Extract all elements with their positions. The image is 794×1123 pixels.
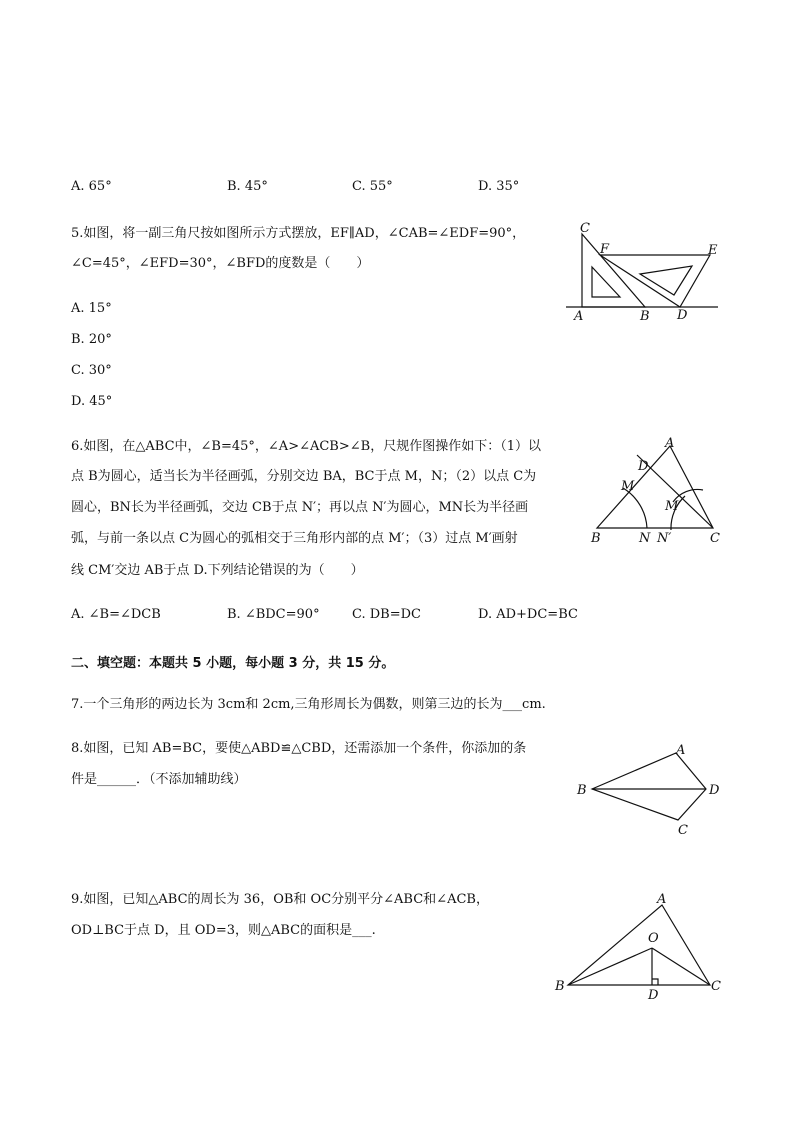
q9-triangle-abc [568, 905, 710, 985]
q8-label-c: C [678, 823, 688, 838]
q5-option-c: C. 30° [71, 363, 112, 378]
q6-stem-line-4: 弧，与前一条以点 C为圆心的弧相交于三角形内部的点 M′；（3）过点 M′画射 [71, 531, 518, 546]
q8-label-a: A [676, 743, 686, 758]
q6-label-n: N [639, 531, 651, 546]
q9-figure [552, 888, 732, 1008]
q5-label-a: A [574, 309, 584, 324]
q5-set-square-30-inner [640, 266, 692, 295]
q9-label-d: D [648, 988, 659, 1003]
q6-label-d: D [638, 459, 649, 474]
q6-label-n-prime: N′ [657, 531, 672, 546]
q6-label-m: M [621, 479, 635, 494]
q5-stem-line-1: 5.如图，将一副三角尺按如图所示方式摆放，EF∥AD，∠CAB=∠EDF=90°， [71, 226, 526, 241]
q9-label-b: B [555, 979, 565, 994]
q5-option-b: B. 20° [71, 332, 112, 347]
section-2-title: 二、填空题：本题共 5 小题，每小题 3 分，共 15 分。 [71, 656, 395, 671]
q6-label-c: C [710, 531, 720, 546]
q5-stem-line-2: ∠C=45°，∠EFD=30°，∠BFD的度数是（ ） [71, 256, 370, 271]
q5-label-b: B [640, 309, 650, 324]
q9-label-c: C [711, 979, 721, 994]
q8-stem-line-1: 8.如图，已知 AB=BC，要使△ABD≌△CBD，还需添加一个条件，你添加的条 [71, 741, 527, 756]
q5-label-d: D [677, 308, 688, 323]
q6-triangle-abc [597, 446, 713, 528]
q9-label-a: A [657, 892, 667, 907]
q4-option-c: C. 55° [352, 179, 393, 194]
q4-option-b: B. 45° [227, 179, 268, 194]
q6-stem-line-1: 6.如图，在△ABC中，∠B=45°，∠A>∠ACB>∠B，尺规作图操作如下：（1）以 [71, 439, 541, 454]
q5-figure [560, 222, 730, 332]
q6-stem-line-5: 线 CM′交边 AB于点 D.下列结论错误的为（ ） [71, 563, 364, 578]
q5-set-square-45-inner [592, 267, 620, 297]
q5-set-square-30 [600, 255, 710, 307]
q6-stem-line-3: 圆心，BN长为半径画弧，交边 CB于点 N′；再以点 N′为圆心，MN长为半径画 [71, 500, 529, 515]
q6-figure [585, 432, 725, 547]
q5-option-d: D. 45° [71, 394, 113, 409]
q5-label-e: E [708, 243, 718, 258]
q6-label-a: A [665, 436, 675, 451]
q9-stem-line-2: OD⊥BC于点 D，且 OD=3，则△ABC的面积是___. [71, 923, 376, 938]
q9-segment-ob [568, 948, 652, 985]
q6-option-c: C. DB=DC [352, 607, 421, 622]
q6-option-a: A. ∠B=∠DCB [71, 607, 161, 622]
q9-segment-oc [652, 948, 710, 985]
q8-stem-line-2: 件是______．（不添加辅助线） [71, 772, 247, 787]
q6-label-m-prime: M′ [665, 499, 682, 514]
q5-label-c: C [580, 221, 590, 236]
q8-label-b: B [577, 783, 587, 798]
q6-option-d: D. AD+DC=BC [478, 607, 578, 622]
q9-stem-line-1: 9.如图，已知△ABC的周长为 36，OB和 OC分别平分∠ABC和∠ACB， [71, 892, 489, 907]
q9-right-angle-mark [652, 979, 658, 985]
q8-quadrilateral [592, 753, 706, 820]
q4-option-d: D. 35° [478, 179, 520, 194]
q8-label-d: D [709, 783, 720, 798]
q6-label-b: B [591, 531, 601, 546]
q4-option-a: A. 65° [71, 179, 112, 194]
q6-stem-line-2: 点 B为圆心，适当长为半径画弧，分别交边 BA，BC于点 M，N；（2）以点 C为 [71, 469, 537, 484]
q7-stem: 7.一个三角形的两边长为 3cm和 2cm,三角形周长为偶数，则第三边的长为___cm. [71, 697, 546, 712]
q5-option-a: A. 15° [71, 301, 112, 316]
q6-option-b: B. ∠BDC=90° [227, 607, 320, 622]
q9-label-o: O [648, 931, 659, 946]
q5-label-f: F [600, 242, 610, 257]
q8-figure [572, 740, 732, 840]
